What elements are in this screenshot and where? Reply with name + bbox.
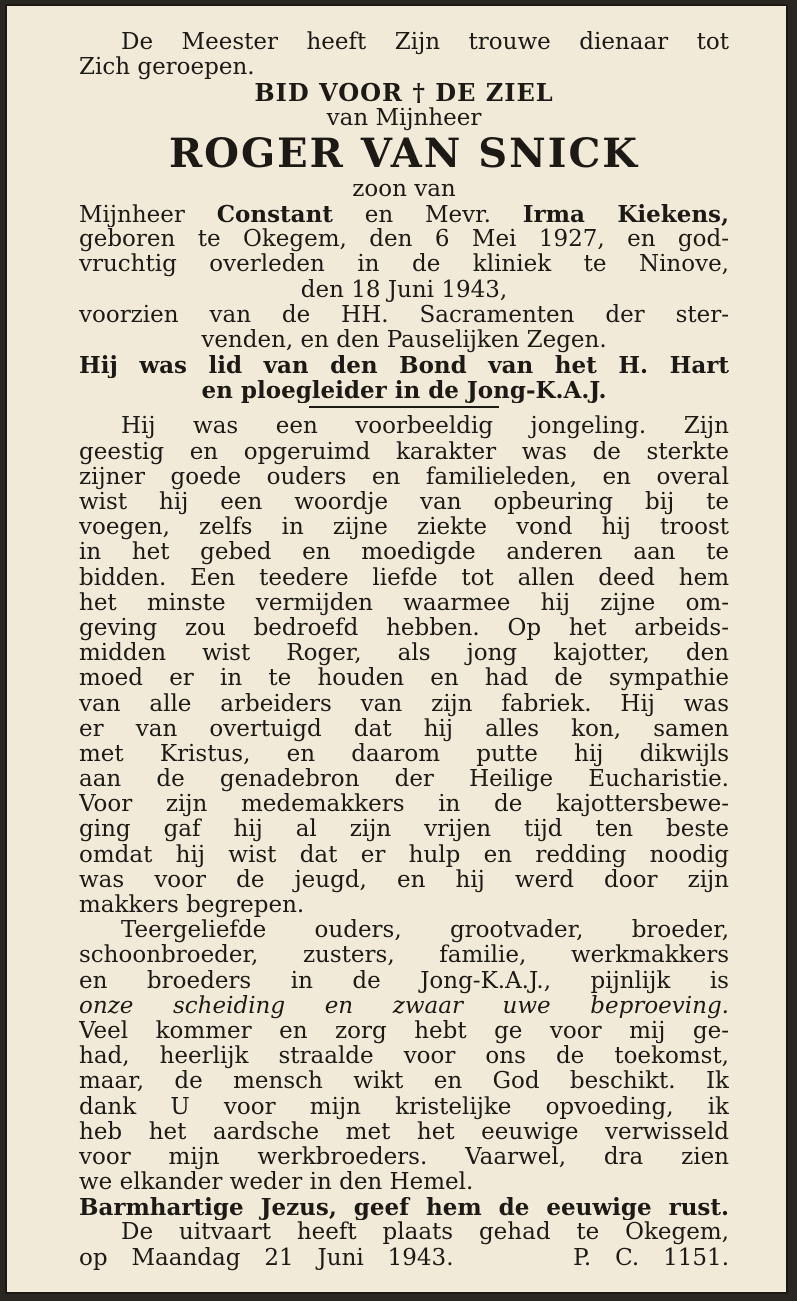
farewell-line: Teergeliefde ouders, grootvader, broeder, [121,918,729,944]
text-line: omdat hij wist dat er hulp en redding noodig [79,842,729,868]
prayer-title: BID VOOR † DE ZIEL [254,80,554,106]
zoon-van: zoon van [352,176,456,202]
text-line: Hij was een voorbeeldig jongeling. Zijn [121,414,729,440]
bio-line: voorzien van de HH. Sacramenten der ster- [79,302,729,328]
membership-line: en ploegleider in de Jong-K.A.J. [201,378,607,404]
mother-name: Irma Kiekens, [522,201,729,228]
intro-line: Zich geroepen. [79,55,255,81]
funeral-line: op Maandag 21 Juni 1943. P. C. 1151. [79,1245,729,1271]
farewell-line: voor mijn werkbroeders. Vaarwel, dra zien [79,1144,729,1170]
text-line: makkers begrepen. [79,893,305,918]
text-line: was voor de jeugd, en hij werd door zijn [79,867,729,893]
text-line: het minste vermijden waarmee hij zijne om- [79,590,729,616]
membership-line: Hij was lid van den Bond van het H. Hart [79,353,729,379]
text-line: midden wist Roger, als jong kajotter, den [79,641,729,667]
text-line: bidden. Een teedere liefde tot allen deed hem [79,565,729,591]
bio-line: vruchtig overleden in de kliniek te Ninove, [79,252,729,278]
farewell-line: heb het aardsche met het eeuwige verwisseld [79,1119,729,1145]
text-line: voegen, zelfs in zijne ziekte vond hij troost [79,515,729,541]
farewell-line: had, heerlijk straalde voor ons de toekomst, [79,1044,729,1070]
farewell-line: Veel kommer en zorg hebt ge voor mij ge- [79,1018,729,1044]
bio-line: den 18 Juni 1943, [300,277,508,303]
parents-prefix: Mijnheer [79,201,217,228]
closing-prayer: Barmhartige Jezus, geef hem de eeuwige rust. [79,1195,729,1221]
farewell-line: schoonbroeder, zusters, familie, werkmakkers [79,943,729,969]
farewell-line: dank U voor mijn kristelijke opvoeding, ik [79,1094,729,1120]
text-line: in het gebed en moedigde anderen aan te [79,540,729,566]
parents-line [79,202,729,227]
farewell-line: onze scheiding en zwaar uwe beproeving. [79,993,729,1019]
divider-rule [309,406,499,408]
parents-connector: en Mevr. [332,201,523,228]
bio-line: geboren te Okegem, den 6 Mei 1927, en god- [79,227,729,253]
farewell-line: we elkander weder in den Hemel. [79,1170,474,1196]
text-line: geestig en opgeruimd karakter was de sterkte [79,439,729,465]
text-line: zijner goede ouders en familieleden, en overal [79,464,729,490]
text-line: er van overtuigd dat hij alles kon, samen [79,716,729,742]
text-line: met Kristus, en daarom putte hij dikwijls [79,741,729,767]
deceased-name: ROGER VAN SNICK [168,130,640,177]
van-mijnheer: van Mijnheer [326,105,482,131]
text-line: geving zou bedroefd hebben. Op het arbeids- [79,615,729,641]
funeral-line: De uitvaart heeft plaats gehad te Okegem, [121,1220,729,1246]
text-line: ging gaf hij al zijn vrijen tijd ten beste [79,817,729,843]
father-name: Constant [216,201,333,228]
text-line: moed er in te houden en had de sympathie [79,666,729,692]
card-text [79,30,729,1271]
bio-line: venden, en den Pauselijken Zegen. [201,327,607,353]
intro-line: De Meester heeft Zijn trouwe dienaar tot [121,30,729,55]
text-line: wist hij een woordje van opbeuring bij te [79,490,729,515]
text-line: aan de genadebron der Heilige Eucharistie. [79,767,729,793]
farewell-line: maar, de mensch wikt en God beschikt. Ik [79,1069,729,1095]
text-line: Voor zijn medemakkers in de kajottersbewe- [79,792,729,818]
farewell-line: en broeders in de Jong-K.A.J., pijnlijk is [79,968,729,994]
memorial-card [5,4,788,1294]
text-line: van alle arbeiders van zijn fabriek. Hij was [79,691,729,717]
